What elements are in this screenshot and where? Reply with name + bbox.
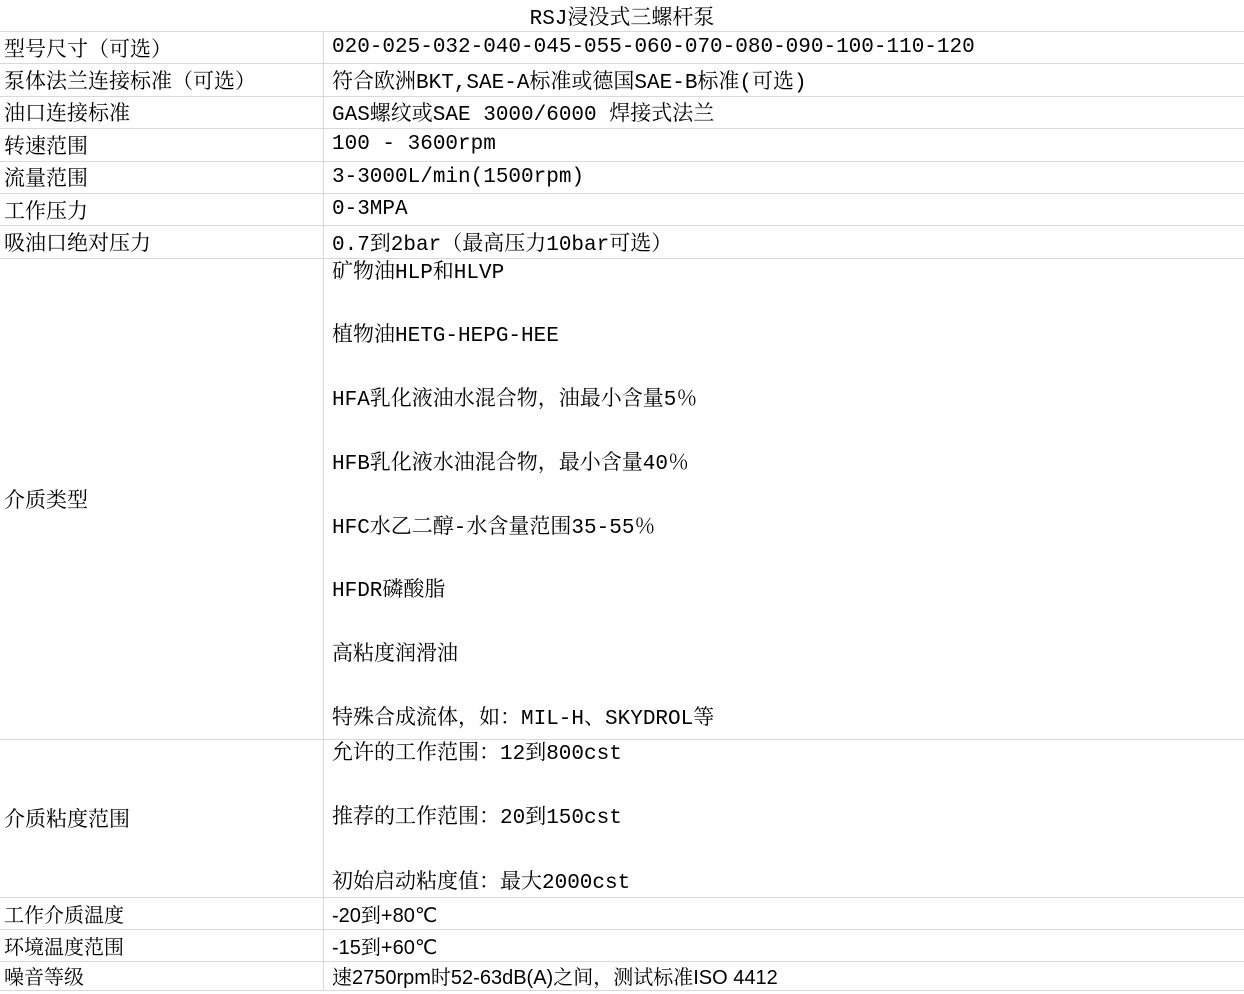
- value-line: 允许的工作范围：12到800cst: [332, 742, 622, 766]
- table-row-media-temperature: [0, 898, 1244, 930]
- row-value: 速2750rpm时52-63dB(A)之间，测试标准ISO 4412: [332, 967, 778, 990]
- row-value: 100 - 3600rpm: [332, 133, 496, 157]
- row-label: 流量范围: [0, 162, 324, 193]
- row-value: -20到+80℃: [332, 904, 438, 927]
- value-line: HFC水乙二醇-水含量范围35-55％: [332, 516, 656, 540]
- table-title: RSJ浸没式三螺杆泵: [529, 7, 715, 31]
- row-value: 符合欧洲BKT,SAE-A标准或德国SAE-B标准(可选): [332, 72, 807, 96]
- table-row-suction-pressure: [0, 226, 1244, 258]
- table-row-speed-range: [0, 129, 1244, 161]
- row-label: 噪音等级: [0, 962, 324, 990]
- row-value: 0-3MPA: [332, 198, 408, 222]
- row-value: -15到+60℃: [332, 936, 438, 959]
- row-label: 油口连接标准: [0, 97, 324, 128]
- row-label: 吸油口绝对压力: [0, 226, 324, 257]
- table-title-row: [0, 0, 1244, 32]
- row-value: 0.7到2bar（最高压力10bar可选）: [332, 234, 673, 258]
- row-value: 3-3000L/min(1500rpm): [332, 165, 585, 189]
- table-row-media-types: [0, 259, 1244, 740]
- row-value-list: [324, 740, 1244, 897]
- table-row-viscosity-range: [0, 740, 1244, 898]
- row-value: GAS螺纹或SAE 3000/6000 焊接式法兰: [332, 104, 715, 128]
- value-line: 高粘度润滑油: [332, 643, 458, 667]
- value-line: 矿物油HLP和HLVP: [332, 261, 505, 285]
- value-line: HFB乳化液水油混合物，最小含量40％: [332, 452, 690, 476]
- row-label: 型号尺寸（可选）: [0, 32, 324, 63]
- row-value: 020-025-032-040-045-055-060-070-080-090-100-110-120: [332, 36, 975, 60]
- row-label: 工作压力: [0, 194, 324, 225]
- table-row-noise-level: [0, 962, 1244, 991]
- value-line: 初始启动粘度值：最大2000cst: [332, 871, 631, 895]
- value-line: HFDR磷酸脂: [332, 580, 446, 604]
- row-value-list: [324, 259, 1244, 739]
- table-row-ambient-temperature: [0, 930, 1244, 962]
- row-label: 介质类型: [0, 259, 324, 739]
- value-line: 植物油HETG-HEPG-HEE: [332, 325, 559, 349]
- value-line: 推荐的工作范围：20到150cst: [332, 807, 622, 831]
- table-row-model-size: [0, 32, 1244, 64]
- table-row-port-standard: [0, 97, 1244, 129]
- table-row-working-pressure: [0, 194, 1244, 226]
- row-label: 环境温度范围: [0, 930, 324, 961]
- value-line: HFA乳化液油水混合物，油最小含量5％: [332, 389, 698, 413]
- table-row-flow-range: [0, 162, 1244, 194]
- row-label: 泵体法兰连接标准（可选）: [0, 64, 324, 95]
- row-label: 工作介质温度: [0, 898, 324, 929]
- row-label: 介质粘度范围: [0, 740, 324, 897]
- row-label: 转速范围: [0, 129, 324, 160]
- value-line: 特殊合成流体，如：MIL-H、SKYDROL等: [332, 707, 715, 731]
- table-row-flange-standard: [0, 64, 1244, 96]
